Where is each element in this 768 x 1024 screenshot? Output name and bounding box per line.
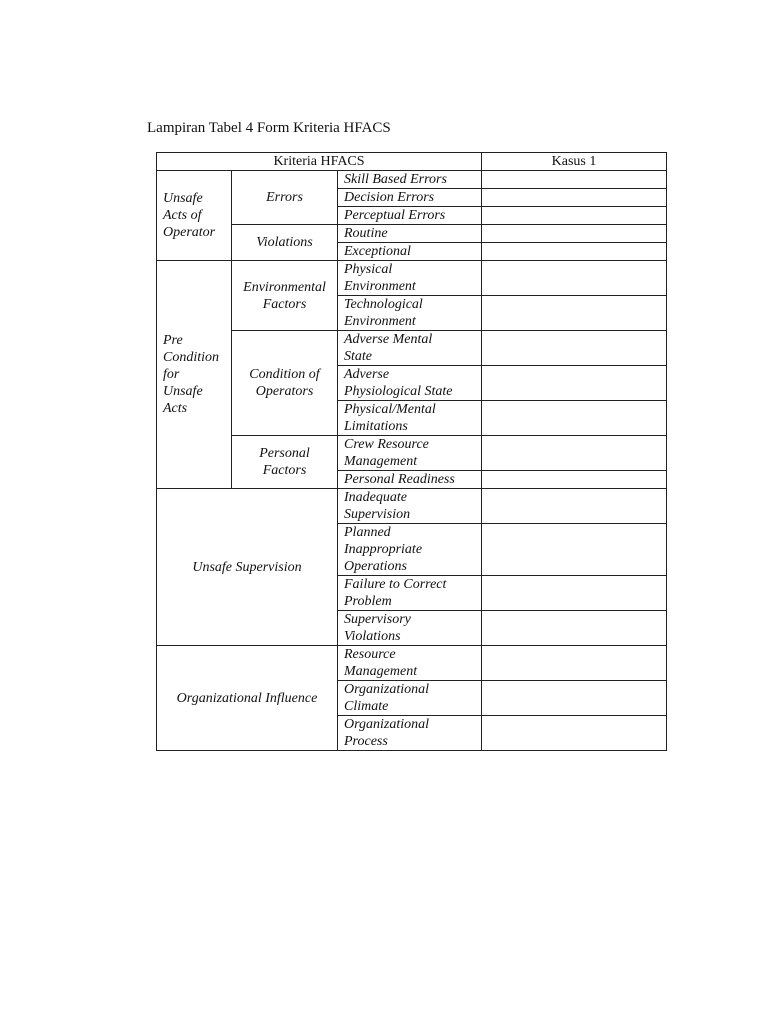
- item-line: Operations: [344, 559, 407, 574]
- item-line: Planned: [344, 525, 391, 540]
- header-case: Kasus 1: [482, 153, 667, 171]
- subcategory-line: Condition of: [249, 367, 320, 382]
- table-header-row: [157, 153, 667, 171]
- item-personal-readiness: Personal Readiness: [338, 471, 482, 489]
- item-line: Adverse Mental: [344, 332, 433, 347]
- item-crew-resource-management: [338, 436, 482, 471]
- item-adverse-physiological-state: [338, 366, 482, 401]
- case-cell[interactable]: [482, 471, 667, 489]
- item-line: Physical/Mental: [344, 402, 436, 417]
- case-cell[interactable]: [482, 189, 667, 207]
- item-line: Technological: [344, 297, 423, 312]
- hfacs-criteria-table: [156, 152, 667, 751]
- item-line: Resource: [344, 647, 396, 662]
- table-row: [157, 331, 667, 366]
- subcategory-personal-factors: [232, 436, 338, 489]
- item-decision-errors: Decision Errors: [338, 189, 482, 207]
- subcategory-line: Personal: [259, 446, 310, 461]
- case-cell[interactable]: [482, 243, 667, 261]
- item-routine: Routine: [338, 225, 482, 243]
- item-line: Adverse: [344, 367, 390, 382]
- subcategory-errors: Errors: [232, 171, 338, 225]
- category-line: Unsafe: [163, 384, 203, 399]
- item-organizational-process: [338, 716, 482, 751]
- category-preconditions: [157, 261, 232, 489]
- category-unsafe-acts: [157, 171, 232, 261]
- item-line: State: [344, 349, 372, 364]
- case-cell[interactable]: [482, 261, 667, 296]
- item-line: Physical: [344, 262, 393, 277]
- header-criteria: Kriteria HFACS: [157, 153, 482, 171]
- item-perceptual-errors: Perceptual Errors: [338, 207, 482, 225]
- table-row: [157, 171, 667, 189]
- case-cell[interactable]: [482, 296, 667, 331]
- item-planned-inappropriate-operations: [338, 524, 482, 576]
- item-line: Physiological State: [344, 384, 453, 399]
- item-line: Supervision: [344, 507, 411, 522]
- item-inadequate-supervision: [338, 489, 482, 524]
- page-caption: Lampiran Tabel 4 Form Kriteria HFACS: [147, 120, 391, 136]
- item-resource-management: [338, 646, 482, 681]
- item-line: Limitations: [344, 419, 408, 434]
- item-line: Management: [344, 454, 418, 469]
- item-line: Problem: [344, 594, 392, 609]
- subcategory-line: Factors: [262, 463, 307, 478]
- case-cell[interactable]: [482, 716, 667, 751]
- table-row: [157, 261, 667, 296]
- item-line: Crew Resource: [344, 437, 429, 452]
- item-adverse-mental-state: [338, 331, 482, 366]
- case-cell[interactable]: [482, 366, 667, 401]
- item-line: Organizational: [344, 682, 430, 697]
- item-physical-environment: [338, 261, 482, 296]
- category-line: Acts: [163, 401, 188, 416]
- subcategory-violations: Violations: [232, 225, 338, 261]
- item-line: Environment: [344, 314, 416, 329]
- item-organizational-climate: [338, 681, 482, 716]
- item-line: Environment: [344, 279, 416, 294]
- subcategory-line: Factors: [262, 296, 307, 312]
- item-line: Inadequate: [344, 490, 407, 505]
- item-line: Violations: [344, 629, 401, 644]
- item-physical-mental-limitations: [338, 401, 482, 436]
- item-failure-to-correct-problem: [338, 576, 482, 611]
- category-line: Condition: [163, 350, 220, 365]
- subcategory-line: Operators: [255, 384, 314, 399]
- table-row: [157, 436, 667, 471]
- item-line: Process: [344, 734, 388, 749]
- table-row: [157, 489, 667, 524]
- item-line: Climate: [344, 699, 389, 714]
- item-technological-environment: [338, 296, 482, 331]
- case-cell[interactable]: [482, 331, 667, 366]
- item-line: Supervisory: [344, 612, 411, 627]
- category-line: for: [163, 367, 180, 382]
- item-line: Management: [344, 664, 418, 679]
- case-cell[interactable]: [482, 489, 667, 524]
- subcategory-environmental-factors: [232, 261, 338, 331]
- case-cell[interactable]: [482, 681, 667, 716]
- item-line: Failure to Correct: [344, 577, 447, 592]
- table-row: [157, 646, 667, 681]
- case-cell[interactable]: [482, 401, 667, 436]
- category-unsafe-supervision: Unsafe Supervision: [157, 489, 338, 646]
- category-line: Unsafe: [163, 191, 203, 206]
- case-cell[interactable]: [482, 436, 667, 471]
- category-line: Operator: [163, 225, 216, 240]
- subcategory-condition-of-operators: [232, 331, 338, 436]
- item-line: Organizational: [344, 717, 430, 732]
- item-supervisory-violations: [338, 611, 482, 646]
- case-cell[interactable]: [482, 646, 667, 681]
- category-organizational-influence: Organizational Influence: [157, 646, 338, 751]
- case-cell[interactable]: [482, 225, 667, 243]
- case-cell[interactable]: [482, 171, 667, 189]
- item-exceptional: Exceptional: [338, 243, 482, 261]
- case-cell[interactable]: [482, 524, 667, 576]
- item-skill-based-errors: Skill Based Errors: [338, 171, 482, 189]
- subcategory-line: Environmental: [243, 279, 326, 295]
- table-row: [157, 225, 667, 243]
- case-cell[interactable]: [482, 576, 667, 611]
- case-cell[interactable]: [482, 207, 667, 225]
- category-line: Pre: [163, 333, 183, 348]
- item-line: Inappropriate: [344, 542, 423, 557]
- case-cell[interactable]: [482, 611, 667, 646]
- category-line: Acts of: [163, 208, 202, 223]
